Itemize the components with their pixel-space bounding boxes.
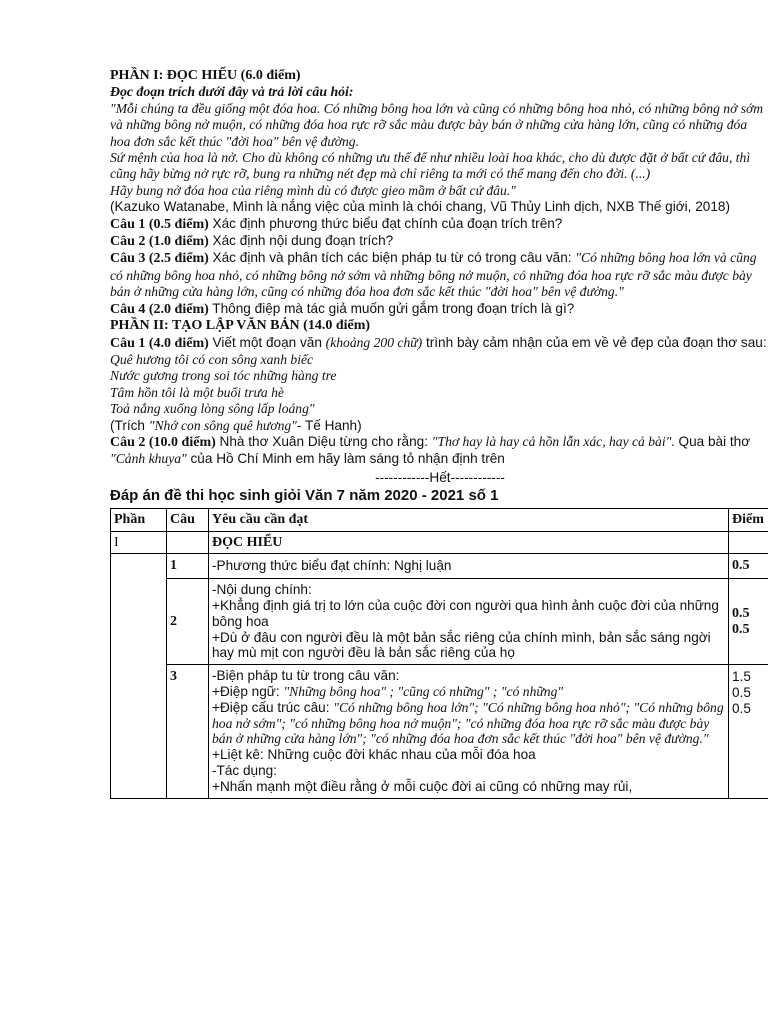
row-3-score-1: 1.5 [732,669,751,685]
part2-question-1 [110,335,768,352]
poem-source-c: - Tế Hanh) [296,417,362,433]
question-2 [110,233,768,250]
question-3-quote: "Có những bông hoa lớn và cũng có những bông hoa nhỏ, có những bông nở sớm và những bông nở muộn, có những đóa hoa rực rỡ sắc màu được bày bán ở những cửa hàng lớn, cũng có những đóa hoa đơn sắc kết thúc "đời hoa" bên vệ đường." [110,250,757,300]
header-question: Câu [167,508,209,531]
section-score-empty [729,531,768,554]
row-3-line-3a: +Điệp cấu trúc câu: [212,699,334,715]
row-3-content [209,665,729,798]
table-row [111,665,768,798]
row-2-number: 2 [167,579,209,665]
question-3-text: Xác định và phân tích các biện pháp tu từ có trong câu văn: [208,250,576,266]
poem-line-4: Toả nắng xuống lòng sông lấp loáng" [110,401,315,417]
row-3-score-2: 0.5 [732,684,751,700]
question-1 [110,216,768,233]
header-score: Điểm [729,508,768,531]
row-3-line-1: -Biện pháp tu từ trong câu văn: [212,668,400,684]
passage-paragraph-1: "Mỗi chúng ta đều giống một đóa hoa. Có những bông hoa lớn và cũng có những bông hoa nhỏ, có những bông nở sớm và những bông nở muộn, có những đóa hoa rực rỡ sắc màu được bày bán ở những cửa hàng lớn, cũng có những đóa hoa đơn sắc kết thúc "đời hoa" bên vệ đường. [110,100,764,149]
part2-question-2-text-d: "Cảnh khuya" [110,451,187,467]
row-2-line-1: -Nội dung chính: [212,582,312,598]
exam-page [110,68,768,799]
part2-question-2-text-b: "Thơ hay là hay cả hồn lẫn xác, hay cả bài". [431,433,675,449]
table-header-row [111,508,768,531]
row-2-line-3: +Dù ở đâu con người đều là một bản sắc riêng của chính mình, bản sắc sáng ngời hay mù mịt con người đều là bản sắc riêng của họ [212,629,711,661]
row-3-line-2 [212,684,725,700]
question-1-text: Xác định phương thức biểu đạt chính của đoạn trích trên? [208,215,563,231]
row-3-line-5: -Tác dụng: [212,762,277,778]
part2-question-2 [110,434,768,468]
part-merged-cell [111,554,167,798]
answer-table [110,508,768,799]
table-row [111,579,768,665]
row-1-number: 1 [167,554,209,579]
row-2-score-1: 0.5 [732,605,750,621]
question-4-label: Câu 4 (2.0 điểm) [110,301,209,317]
row-2-content [209,579,729,665]
part1-heading: PHẦN I: ĐỌC HIỂU (6.0 điểm) [110,68,301,83]
row-3-line-6: +Nhấn mạnh một điều rằng ở mỗi cuộc đời ai cũng có những may rủi, [212,778,633,794]
poem-line-3: Tâm hồn tôi là một buổi trưa hè [110,384,284,400]
row-3-line-3b: "Có những bông hoa lớn"; "Có những bông hoa nhỏ"; "Có những bông hoa nở sớm"; "có những bông hoa nở muộn"; "có những đóa hoa rực rỡ sắc màu được bày bán ở những cửa hàng lớn"; "có những đóa hoa đơn sắc kết thúc "đời hoa" bên vệ đường." [212,699,724,747]
row-3-line-2b: "Những bông hoa" ; "cũng có những" ; "có những" [283,683,564,699]
poem-line-1: Quê hương tôi có con sông xanh biếc [110,351,314,367]
row-2-scores [729,579,768,665]
part2-question-1-text-b: (khoảng 200 chữ) [325,334,423,350]
poem-source-a: (Trích [110,417,149,433]
part2-question-2-text-e: của Hồ Chí Minh em hãy làm sáng tỏ nhận định trên [186,451,505,467]
end-line: ------------Hết------------ [375,469,505,485]
poem-source-b: "Nhớ con sông quê hương" [148,417,297,433]
part2-question-1-text-a: Viết một đoạn văn [208,334,326,350]
row-2-line-2: +Khẳng định giá trị to lớn của cuộc đời con người qua hình ảnh cuộc đời của những bông hoa [212,597,719,629]
answer-title: Đáp án đề thi học sinh giỏi Văn 7 năm 2020 - 2021 số 1 [110,486,499,504]
part1-instruction: Đọc đoạn trích dưới đây và trả lời câu hỏi: [110,84,354,100]
question-4 [110,301,768,318]
row-3-scores [729,665,768,798]
section-empty-cell [167,531,209,554]
question-2-label: Câu 2 (1.0 điểm) [110,234,209,250]
row-3-score-3: 0.5 [732,700,751,716]
question-4-text: Thông điệp mà tác giả muốn gửi gắm trong đoạn trích là gì? [208,300,575,316]
row-3-line-4: +Liệt kê: Những cuộc đời khác nhau của mỗi đóa hoa [212,747,536,763]
section-title: ĐỌC HIỂU [209,531,729,554]
row-3-line-3 [212,700,725,747]
question-2-text: Xác định nội dung đoạn trích? [208,233,394,249]
part2-question-2-label: Câu 2 (10.0 điểm) [110,434,216,450]
section-roman: I [111,531,167,554]
row-2-score-2: 0.5 [732,621,750,637]
part2-heading: PHẦN II: TẠO LẬP VĂN BẢN (14.0 điểm) [110,318,371,334]
row-1-text: -Phương thức biểu đạt chính: Nghị luận [209,554,729,579]
passage-source: (Kazuko Watanabe, Mình là nắng việc của mình là chói chang, Vũ Thủy Linh dịch, NXB Thế giới, 2018) [110,199,730,215]
passage-paragraph-3: Hãy bung nở đóa hoa của riêng mình dù có được gieo mầm ở bất cứ đâu." [110,182,516,198]
part2-question-1-text-c: trình bày cảm nhận của em về vẻ đẹp của đoạn thơ sau: [422,334,767,350]
row-3-number: 3 [167,665,209,798]
question-3 [110,250,768,300]
poem-line-2: Nước gương trong soi tóc những hàng tre [110,368,337,384]
part2-question-2-text-a: Nhà thơ Xuân Diệu từng cho rằng: [215,433,432,449]
header-part: Phần [111,508,167,531]
row-1-score: 0.5 [729,554,768,579]
question-3-label: Câu 3 (2.5 điểm) [110,251,209,267]
header-requirements: Yêu cầu cần đạt [209,508,729,531]
poem-source [110,418,768,434]
passage-paragraph-2: Sứ mệnh của hoa là nở. Cho dù không có những ưu thế để như nhiều loài hoa khác, cho dù được đặt ở bất cứ đâu, thì cũng hãy bừng nở rực rỡ, bung ra những nét đẹp mà chỉ riêng ta mới có thể mang đến cho đời. (...) [110,150,751,182]
part2-question-2-text-c: Qua bài thơ [674,433,751,449]
table-row [111,554,768,579]
part2-question-1-label: Câu 1 (4.0 điểm) [110,335,209,351]
table-row-section [111,531,768,554]
row-3-line-2a: +Điệp ngữ: [212,683,284,699]
question-1-label: Câu 1 (0.5 điểm) [110,216,209,232]
